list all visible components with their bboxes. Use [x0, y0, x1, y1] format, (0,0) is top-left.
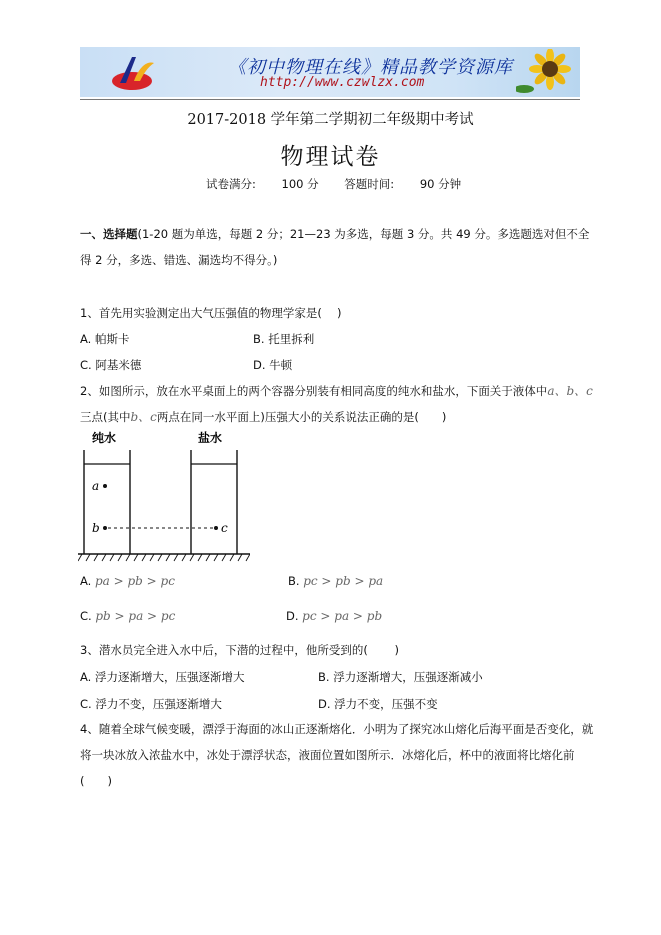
q2-option-b: B. pc > pb > pa	[288, 574, 384, 588]
section-name: 选择题	[103, 227, 138, 241]
q2-option-a-expr: pa > pb > pc	[94, 574, 175, 588]
q2-text-b: 三点(其中	[80, 410, 131, 424]
q2-points-bc: b、c	[130, 410, 157, 424]
q3-option-b: B. 浮力逐渐增大，压强逐渐减小	[318, 670, 483, 684]
banner-url: http://www.czwlzx.com	[260, 75, 425, 90]
q2-text-a: 2、如图所示，放在水平桌面上的两个容器分别装有相同高度的纯水和盐水，下面关于液体中	[80, 384, 548, 398]
q2-option-c-expr: pb > pa > pc	[95, 609, 176, 623]
q3-option-a: A. 浮力逐渐增大，压强逐渐增大	[80, 670, 245, 684]
header-banner	[80, 47, 580, 97]
question-2-line2	[80, 408, 446, 425]
q2-option-c: C. pb > pa > pc	[80, 609, 176, 623]
exam-info	[206, 176, 483, 192]
q2-points-abc: a、b、c	[547, 384, 593, 398]
question-4-line1: 4、随着全球气候变暖，漂浮于海面的冰山正逐渐熔化．小明为了探究冰山熔化后海平面是否变化，就	[80, 722, 594, 736]
q2-containers-figure	[78, 430, 250, 562]
section-instructions-cont: 得 2 分，多选、错选、漏选均不得分。)	[80, 253, 278, 267]
question-2-line1	[80, 382, 593, 399]
section-prefix: 一、	[80, 227, 103, 241]
q3-option-d: D. 浮力不变，压强不变	[318, 697, 438, 711]
question-4-line2: 将一块冰放入浓盐水中，冰处于漂浮状态，液面位置如图所示．冰熔化后，杯中的液面将比熔化前	[80, 748, 575, 762]
full-score-label: 试卷满分:	[206, 177, 256, 191]
time-label: 答题时间:	[344, 177, 395, 191]
banner-divider	[80, 99, 580, 100]
page-title: 物理试卷	[280, 144, 381, 170]
right-container	[191, 450, 237, 554]
q2-option-d: D. pc > pa > pb	[286, 609, 383, 623]
question-1: 1、首先用实验测定出大气压强值的物理学家是( )	[80, 306, 342, 320]
question-4-line3: ( )	[80, 774, 112, 788]
q2-option-b-expr: pc > pb > pa	[303, 574, 384, 588]
q3-option-c: C. 浮力不变，压强逐渐增大	[80, 697, 222, 711]
q1-option-d: D. 牛顿	[253, 358, 293, 372]
point-c	[214, 526, 218, 530]
left-container	[84, 450, 130, 554]
site-logo-icon	[110, 51, 156, 93]
sunflower-icon	[516, 49, 576, 97]
label-salt-water: 盐水	[198, 431, 223, 445]
time-value: 90 分钟	[419, 177, 462, 191]
label-pure-water: 纯水	[92, 431, 117, 445]
point-c-label: c	[221, 521, 228, 535]
section-instructions: (1-20 题为单选，每题 2 分；21—23 为多选，每题 3 分。共 49 分。多选题选对但不全	[137, 227, 590, 241]
full-score-value: 100 分	[281, 177, 319, 191]
table-hatching	[78, 554, 250, 561]
exam-session: 2017-2018 学年第二学期初二年级期中考试	[187, 112, 474, 128]
q2-text-c: 两点在同一水平面上)压强大小的关系说法正确的是( )	[156, 410, 447, 424]
point-a	[103, 484, 107, 488]
point-b	[103, 526, 107, 530]
point-a-label: a	[92, 479, 100, 493]
section-heading	[80, 226, 589, 242]
question-3: 3、潜水员完全进入水中后，下潜的过程中，他所受到的( )	[80, 643, 399, 657]
q1-option-c: C. 阿基米德	[80, 358, 142, 372]
q1-option-b: B. 托里拆利	[253, 332, 315, 346]
q1-option-a: A. 帕斯卡	[80, 332, 130, 346]
point-b-label: b	[92, 521, 100, 535]
q2-option-a: A. pa > pb > pc	[80, 574, 175, 588]
q2-option-d-expr: pc > pa > pb	[302, 609, 383, 623]
banner-title: 《初中物理在线》精品教学资源库	[228, 57, 513, 78]
